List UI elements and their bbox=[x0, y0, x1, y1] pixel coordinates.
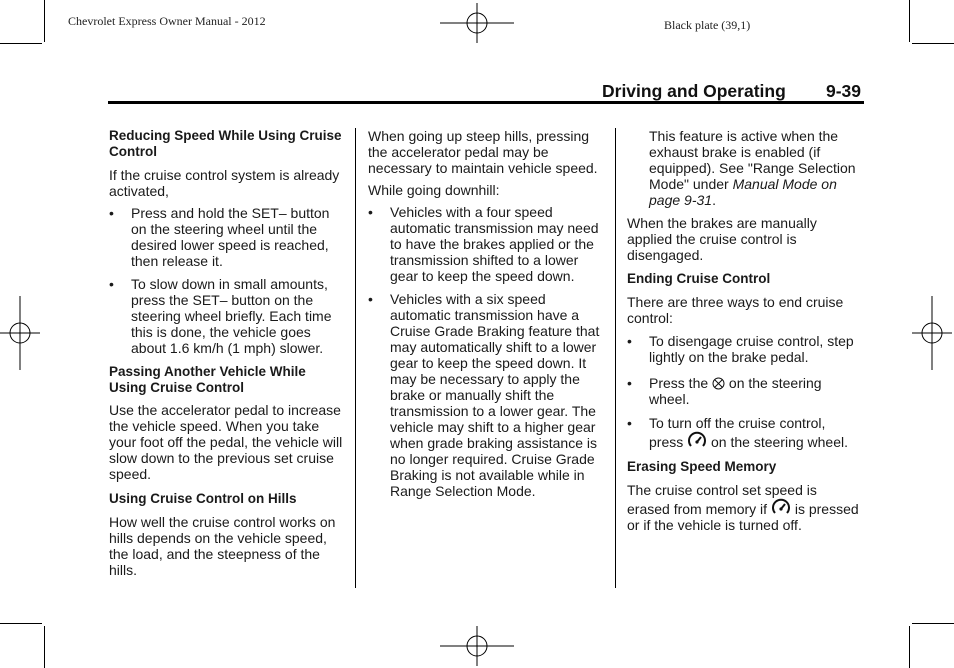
list-item-text: Vehicles with a four speed automatic transmission may need to have the brakes applied or the transmission shifted to a lower gear to keep the speed down. bbox=[390, 204, 599, 284]
continued-paragraph bbox=[627, 128, 863, 208]
cancel-icon bbox=[712, 377, 725, 390]
period: . bbox=[712, 192, 716, 208]
list-item bbox=[109, 276, 343, 356]
registration-mark-top bbox=[440, 3, 514, 43]
crop-mark bbox=[44, 626, 45, 668]
registration-mark-right bbox=[912, 296, 952, 370]
list-item-text: Press and hold the SET– button on the steering wheel until the desired lower speed is reached, then release it. bbox=[131, 205, 330, 269]
paragraph: If the cruise control system is already activated, bbox=[109, 167, 340, 199]
crop-mark bbox=[912, 623, 954, 624]
cross-reference-link[interactable]: Manual Mode on page 9-31 bbox=[649, 176, 837, 208]
paragraph: When going up steep hills, pressing the accelerator pedal may be necessary to maintain vehicle speed. bbox=[368, 128, 598, 176]
column-divider bbox=[615, 128, 616, 588]
page-number: 9-39 bbox=[826, 81, 862, 101]
list-item bbox=[627, 333, 863, 365]
crop-mark bbox=[0, 623, 42, 624]
cruise-control-icon bbox=[687, 431, 707, 449]
list-item-text: Press the bbox=[649, 375, 709, 391]
crop-mark bbox=[0, 43, 42, 44]
bullet: • bbox=[109, 276, 114, 292]
list-item-text: Vehicles with a six speed automatic transmission have a Cruise Grade Braking feature that may automatically shift to a lower gear to keep the speed down. It may be necessary to apply the brake or manually shift the transmission to a lower gear. The vehicle may shift to a higher gear when grade braking assistance is no longer required. Cruise Grade Braking is not available while in Range Selection Mode. bbox=[390, 291, 600, 499]
heading-ending: Ending Cruise Control bbox=[627, 271, 771, 286]
cruise-control-icon bbox=[771, 498, 791, 516]
bullet: • bbox=[368, 291, 373, 307]
column-divider bbox=[355, 128, 356, 588]
paragraph: There are three ways to end cruise control: bbox=[627, 294, 844, 326]
list-item bbox=[368, 291, 604, 499]
header-rule bbox=[108, 101, 864, 104]
bullet: • bbox=[627, 415, 632, 431]
bullet: • bbox=[109, 205, 114, 221]
registration-mark-left bbox=[0, 296, 40, 370]
heading-erasing: Erasing Speed Memory bbox=[627, 459, 777, 474]
list-item bbox=[627, 415, 863, 450]
heading-hills: Using Cruise Control on Hills bbox=[109, 491, 297, 506]
list-item bbox=[109, 205, 343, 269]
paragraph bbox=[627, 482, 863, 533]
list-item-text: on the steering wheel. bbox=[649, 375, 822, 407]
list-item-text: To turn off the cruise control, press bbox=[649, 415, 826, 450]
paragraph: Use the accelerator pedal to increase the vehicle speed. When you take your foot off the pedal, the vehicle will slow down to the previous set cruise speed. bbox=[109, 402, 343, 482]
paragraph: While going downhill: bbox=[368, 182, 500, 198]
crop-mark bbox=[912, 43, 954, 44]
column-2 bbox=[368, 128, 604, 499]
paragraph-text: is pressed or if the vehicle is turned off. bbox=[627, 501, 859, 533]
plate-label: Black plate (39,1) bbox=[664, 18, 751, 32]
list-item bbox=[368, 204, 604, 284]
list-item bbox=[627, 375, 863, 407]
crop-mark bbox=[44, 0, 45, 42]
list-item-text: on the steering wheel. bbox=[711, 434, 848, 450]
bullet: • bbox=[368, 204, 373, 220]
heading-passing: Passing Another Vehicle While Using Cruise Control bbox=[109, 364, 306, 395]
heading-reducing-speed: Reducing Speed While Using Cruise Control bbox=[109, 128, 342, 159]
paragraph: How well the cruise control works on hills depends on the vehicle speed, the load, and the steepness of the hills. bbox=[109, 514, 336, 578]
bullet: • bbox=[627, 375, 632, 391]
bullet: • bbox=[627, 333, 632, 349]
registration-mark-bottom bbox=[440, 626, 514, 666]
crop-mark bbox=[909, 0, 910, 42]
column-1 bbox=[109, 128, 343, 578]
list-item-text: To slow down in small amounts, press the SET– button on the steering wheel briefly. Each time this is done, the vehicle goes about 1.6 km/h (1 mph) slower. bbox=[131, 276, 332, 356]
paragraph: When the brakes are manually applied the cruise control is disengaged. bbox=[627, 215, 817, 263]
section-title: Driving and Operating bbox=[602, 81, 786, 101]
crop-mark bbox=[909, 626, 910, 668]
manual-title: Chevrolet Express Owner Manual - 2012 bbox=[68, 14, 266, 28]
column-3 bbox=[627, 128, 863, 533]
paragraph-text: The cruise control set speed is erased from memory if bbox=[627, 482, 817, 517]
list-item-text: To disengage cruise control, step lightly on the brake pedal. bbox=[649, 333, 854, 365]
continued-text: This feature is active when the exhaust brake is enabled (if equipped). See "Range Selection Mode" under bbox=[649, 128, 856, 192]
